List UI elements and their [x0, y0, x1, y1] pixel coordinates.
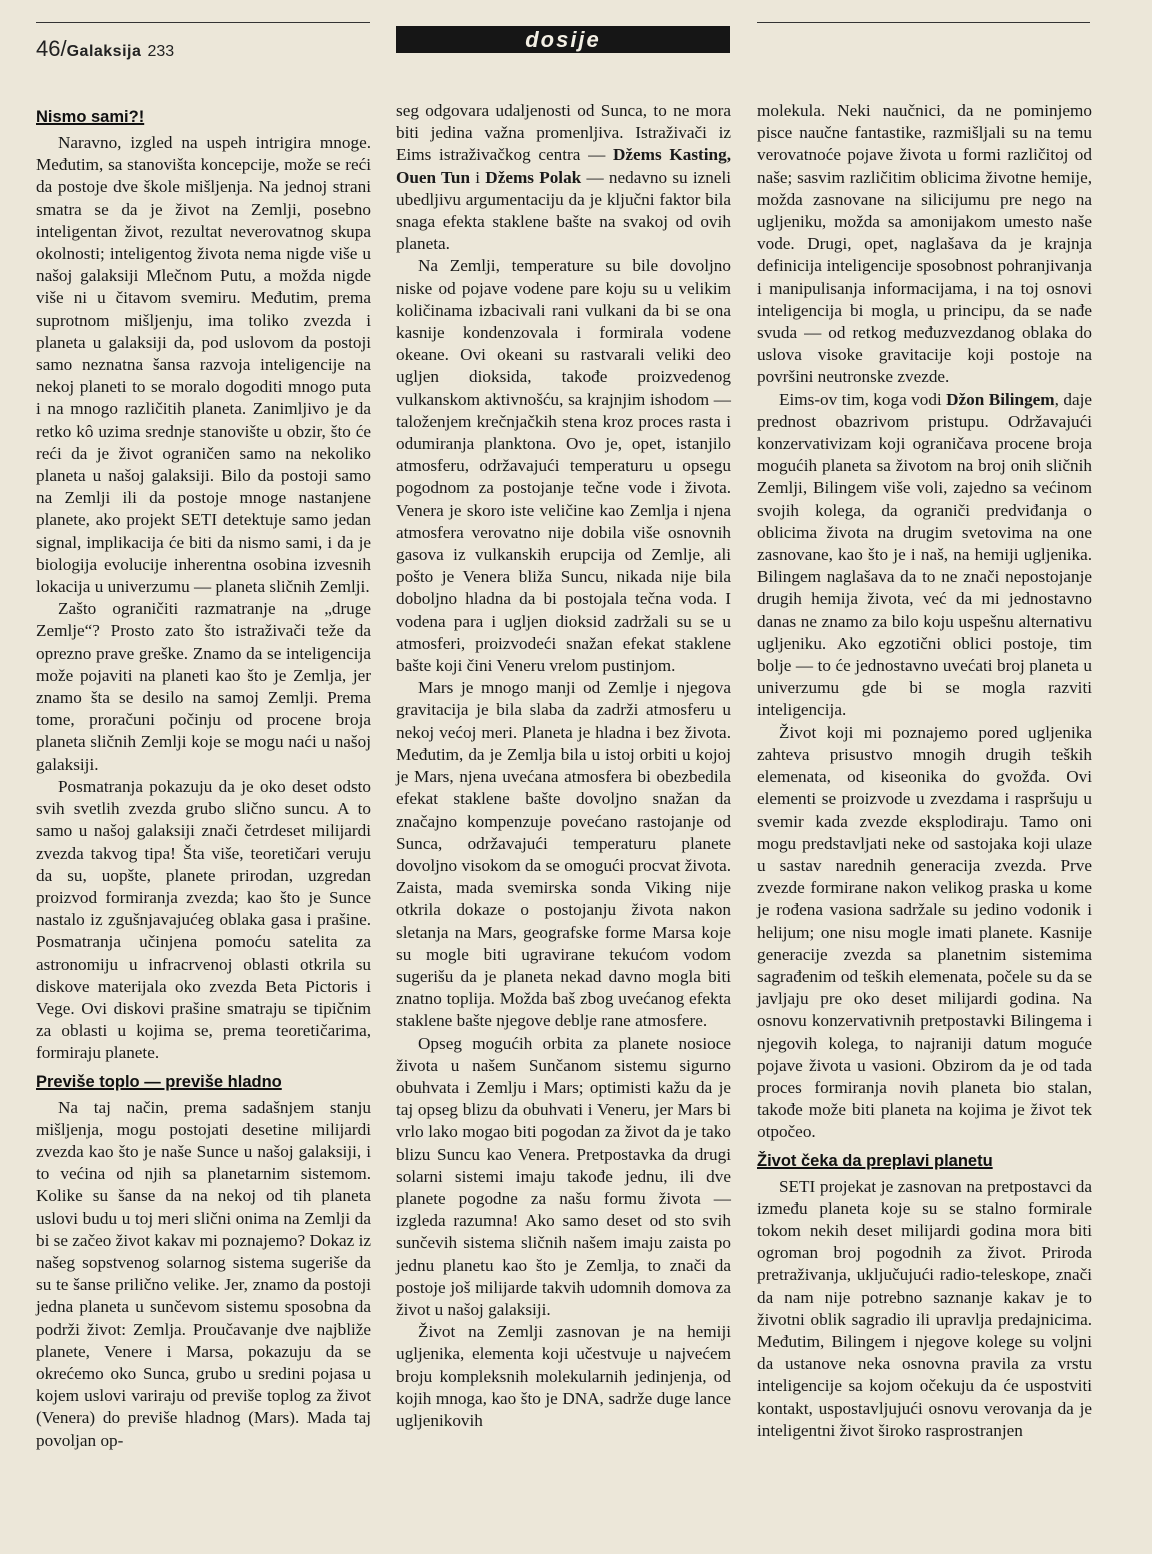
subheading-previse-toplo: Previše toplo — previše hladno — [36, 1072, 282, 1091]
column-1 — [36, 100, 371, 1452]
text-run: — nedavno su izneli ubedljivu argumentaciju da je ključni faktor bila snaga efekta staklene bašte na svakoj od ovih planeta. — [396, 167, 732, 254]
column-2 — [396, 100, 731, 1432]
paragraph: Život na Zemlji zasnovan je na hemiji ugljenika, elementa koji učestvuje u najvećem broju kompleksnih molekularnih jedinjenja, od kojih mnoga, kao što je DNA, sadrže duge lance ugljenikovih — [396, 1322, 731, 1430]
paragraph: Posmatranja pokazuju da je oko deset odsto svih svetlih zvezda grubo slično suncu. A to samo u našoj galaksiji znači četrdeset milijardi zvezda takvog tipa! Šta više, teoretičari veruju da su, uopšte, planete prirodan, uzgredan proizvod formiranja zvezda; kao što je Sunce nastalo iz zgušnjavajućeg oblaka gasa i prašine. Posmatranja učinjena pomoću satelita za astronomiju u infracrvenoj oblasti otkrila su diskove materijala oko zvezda Beta Pictoris i Vege. Ovi diskovi prašine smatraju se tipičnim za oblasti u kojima se, prema teoretičarima, formiraju planete. — [36, 776, 371, 1063]
paragraph: Naravno, izgled na uspeh intrigira mnoge. Međutim, sa stanovišta koncepcije, može se reći da postoje dve škole mišljenja. Na jednoj strani smatra se da je život na Zemlji, posebno inteligentan život, rezultat neverovatnog skupa okolnosti; inteligentog života nema nigde više u našoj galaksiji Mlečnom Putu, a možda nigde više ni u čitavom svemiru. Međutim, prema suprotnom mišljenju, ima toliko zvezda i planeta u galaksiji da, pod uslovom da postoji samo neznatna šansa razvoja inteligencije na nekoj planeti to se moralo dogoditi mnogo puta i na mnogo različitih planeta. Zanimljivo je da retko kô uzima srednje stanovište u obzir, što će reći da je život ograničen samo na nekoliko planeta u našoj galaksiji. Bilo da postoji samo na Zemlji ili da postoje mnoge nastanjene planete, ako projekt SETI detektuje samo jedan signal, implikacija će biti da nismo sami, i da je biologija evolucije inherentna osobina izvesnih lokacija u univerzumu — planeta sličnih Zemlji. — [36, 133, 371, 597]
paragraph: Na taj način, prema sadašnjem stanju mišljenja, mogu postojati desetine milijardi zvezda kao što je naše Sunce u našoj galaksiji, i to većina od njih sa planetarnim sistemom. Kolike su šanse da na nekoj od tih planeta uslovi budu u toj meri slični onima na Zemlji da bi se začeo život kakav mi poznajemo? Dokaz iz našeg sopstvenog solarnog sistema sugeriše da su te šanse prilično velike. Jer, znamo da postoji jedna planeta u sunčevom sistemu sposobna da podrži život: Zemlja. Proučavanje dve najbliže planete, Venere i Marsa, pokazuju da se okrećemo oko Sunca, grubo u sredini pojasa u kojem uslovi variraju od previše toplog za život (Venera) do previše hladnog (Mars). Mada taj povoljan op- — [36, 1097, 372, 1450]
author-names: Džems Kasting, Ouen Tun — [396, 145, 731, 187]
paragraph — [396, 100, 731, 255]
section-banner: dosije — [396, 26, 730, 53]
header-rule-right — [757, 22, 1090, 23]
page-number: 46/ — [36, 36, 67, 61]
author-name: Džems Polak — [485, 167, 582, 187]
column-3 — [757, 100, 1092, 1442]
subheading-zivot-ceka: Život čeka da preplavi planetu — [757, 1151, 993, 1170]
page-folio — [36, 36, 174, 62]
paragraph: SETI projekat je zasnovan na pretpostavci da između planeta koje su se stalno formirale tokom nekih deset milijardi godina mora biti ogroman broj pogodnih za život. Priroda pretraživanja, uključujući radio-teleskope, znači da nam nije potrebno saznanje kakav je to životni oblik sagradio ili upravlja predajnicima. Međutim, Bilingem i njegove kolege su voljni da ustanove neka osnovna pravila za vrstu inteligencije sa kojom očekuju da će uspostviti kontakt, uspostavljujući osnovu verovanja da je inteligentni život široko rasprostranjen — [757, 1176, 1092, 1440]
paragraph — [757, 389, 1092, 722]
person-name: Džon Bilingem — [946, 389, 1055, 409]
paragraph: molekula. Neki naučnici, da ne pominjemo pisce naučne fantastike, razmišljali su na temu verovatnoće pojave života u formi različitoj od naše; sasvim različitim oblicima životne hemije, možda zasnovane na silicijumu pre nego na ugljeniku, možda sa amonijakom umesto naše vode. Drugi, opet, naglašava da je krajnja definicija inteligencije sposobnost pohranjivanja i manipulisanja informacijama, i na toj osnovi inteligencija bi mogla, u principu, da se nađe svuda — od retkog međuzvezdanog oblaka do uslova visoke gravitacije koji postoje na površini neutronske zvezde. — [757, 101, 1092, 387]
paragraph: Opseg mogućih orbita za planete nosioce života u našem Sunčanom sistemu sigurno obuhvata i Zemlju i Mars; optimisti kažu da je taj opseg blizu da obuhvati i Veneru, jer Mars bi vrlo lako mogao biti pogodan za život da je tako blizu Suncu kao Venera. Pretpostavka da drugi solarni sistemi imaju takođe jednu, ili dve planete pogodne za našu formu života — izgleda razumna! Ako samo deset od sto svih sunčevih sistema sličnih našem imaju zaista po jednu planetu kao što je Zemlja, to znači da postoje još milijarde takvih udomnih domova za život u našoj galaksiji. — [396, 1033, 731, 1319]
text-run: i — [475, 167, 481, 187]
paragraph: Mars je mnogo manji od Zemlje i njegova gravitacija je bila slaba da zadrži atmosferu u nekoj većoj meri. Planeta je hladna i bez života. Međutim, da je Zemlja bila u istoj orbiti u kojoj je Mars, njena uvećana atmosfera bi obezbedila efekat staklene bašte dovoljno snažan da značajno kompenzuje povećano rastojanje od Sunca, održavajući temperaturu planete dovoljno visokom da se omogući procvat života. Zaista, mada svemirska sonda Viking nije otkrila dokaze o postojanju života nakon sletanja na Mars, geografske forme Marsa koje su mogle biti ugravirane tekućom vodom sugerišu da je planeta nekad davno mogla biti znatno toplija. Možda baš zbog uvećanog efekta staklene bašte njegove deblje rane atmosfere. — [396, 678, 731, 1031]
header-rule-left — [36, 22, 370, 23]
magazine-name: Galaksija — [66, 43, 142, 60]
text-run: Eims-ov tim, koga vodi — [779, 389, 942, 409]
subheading-nismo-sami: Nismo sami?! — [36, 108, 145, 126]
text-run: seg odgovara udaljenosti od Sunca, to ne mora biti jedina važna promenljiva. Istraživači iz Eims istraživačkog centra — — [396, 101, 731, 165]
paragraph: Život koji mi poznajemo pored ugljenika zahteva prisustvo mnogih drugih teških elemenata, od kiseonika do gvožđa. Ovi elementi se proizvode u zvezdama i raspršuju u svemir kada zvezde eksplodiraju. Tamo oni mogu predstavljati neke od sastojaka koji ulaze u sastav narednih generacija zvezda. Prve zvezde formirane nakon velikog praska u kome je rođena vasiona sadržale su jedino vodonik i helijum; one nisu mogle imati planete. Kasnije generacije zvezda sa planetnim sistemima sagrađenim od teških elemenata, počele su da se javljaju pre oko deset milijardi godina. Na osnovu konzervativnih pretpostavki Bilingema i njegovih kolega, to najraniji datum moguće pojave života u vasioni. Obzirom da je od tada proces formiranja novih planeta bio stalan, takođe može biti planeta na kojima je život tek otpočeo. — [757, 722, 1092, 1142]
issue-number: 233 — [147, 43, 175, 60]
paragraph: Zašto ograničiti razmatranje na „druge Zemlje“? Prosto zato što istraživači teže da oprezno prave greške. Znamo da se inteligencija može pojaviti na planeti kao što je Zemlja, jer znamo šta se desilo na samoj Zemlji. Prema tome, proračuni počinju od procene broja planeta sličnih Zemlji koje se mogu naći u našoj galaksiji. — [36, 599, 371, 774]
text-run: , daje prednost obazrivom pristupu. Održavajući konzervativizam koji ograničava procene broja mogućih planeta sa životom na broj onih sličnih Zemlji, Bilingem više voli, zajedno sa većinom svojih kolega, da ograniči predviđanja o oblicima života na drugim svetovima na one zasnovane, kao što je i naš, na hemiji ugljenika. Bilingem naglašava da to ne znači nepostojanje drugih hemija života, već da mi jednostavno danas ne znamo za bilo koju uspešnu alternativu ugljeniku. Ako egzotični oblici postoje, tim bolje — to će jednostavno uvećati broj planeta u univerzumu gde bi se mogla razviti inteligencija. — [757, 389, 1092, 720]
paragraph: Na Zemlji, temperature su bile dovoljno niske od pojave vodene pare koju su u velikim količinama izbacivali rani vulkani da bi se ona kasnije kondenzovala i formirala vodene okeane. Ovi okeani su rastvarali veliki deo ugljen dioksida, takođe proizvedenog vulkanskom aktivnošću, sa krajnjim ishodom — taloženjem krečnjačkih stena kroz proces rasta i odumiranja planktona. Ovo je, opet, istanjilo atmosferu, održavajući temperaturu u opsegu pogodnom za postojanje tečne vode i života. Venera je skoro iste veličine kao Zemlja i njena atmosfera verovatno nije dobila više osnovnih gasova iz vulkanskih erupcija od Zemlje, ali pošto je Venera bliža Suncu, nikada nije bila doboljno hladna da bi postojala tečna voda. I vodena para i ugljen dioksid zadržali su se u atmosferi, proizvodeći snažan efekat staklene bašte koji čini Veneru vrelom pustinjom. — [396, 256, 731, 676]
